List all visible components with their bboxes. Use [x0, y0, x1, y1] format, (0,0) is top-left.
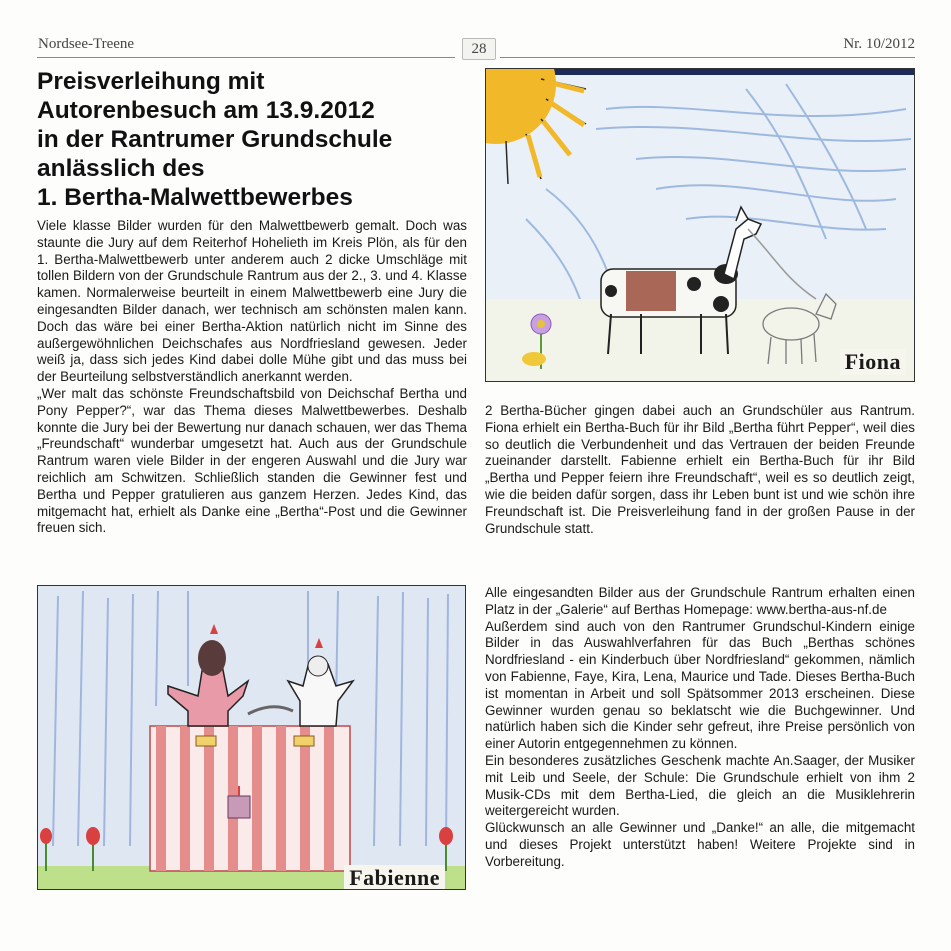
- paragraph: Alle eingesandten Bilder aus der Grundschule Rantrum erhalten einen Platz in der „Galerie“ auf Berthas Homepage: www.bertha-aus-nf.de: [485, 585, 915, 617]
- header-rule-left: [37, 57, 455, 58]
- fiona-drawing: [485, 68, 915, 382]
- page-number: 28: [462, 38, 496, 60]
- paragraph: 2 Bertha-Bücher gingen dabei auch an Grundschüler aus Rantrum. Fiona erhielt ein Bertha-Buch für ihr Bild „Bertha führt Pepper“, weil dies so deutlich die Verbundenheit und das Vertrauen der beiden Freunde zueinander darstellt. Fabienne erhielt ein Bertha-Buch für ihr Bild „Bertha und Pepper feiern ihre Freundschaft“, weil es so deutlich zeigt, wie die beiden dafür sorgen, dass ihr Leben bunt ist und wie schön ihre Freundschaft ist. Die Preisverleihung fand in der großen Pause in der Grundschule statt.: [485, 403, 915, 536]
- winners-text: [485, 403, 915, 537]
- paragraph: Viele klasse Bilder wurden für den Malwettbewerb gemalt. Doch was staunte die Jury auf dem Reiterhof Hohelieth im Kreis Plön, als für den 1. Bertha-Malwettbewerb unter anderem auch 2 dicke Umschläge mit tollen Bildern von der Grundschule Rantrum aus der 2., 3. und 4. Klasse kamen. Normalerweise beurteilt in einem Malwettbewerb eine Jury die eingesandten Bilder danach, wer technisch am schönsten malen kann. Doch das wäre bei einer Bertha-Aktion natürlich nicht im Sinne des außergewöhnlichen Deichschafes aus Nordfriesland gewesen. Jeder weiß ja, dass sich jedes Kind dabei dolle Mühe gibt und das muss bei der Beurteilung selbstverständlich anerkannt werden.: [37, 218, 467, 385]
- gallery-text: [485, 585, 915, 871]
- intro-text: [37, 218, 467, 537]
- fabienne-drawing: [37, 585, 466, 890]
- headline-line: Autorenbesuch am 13.9.2012: [37, 97, 375, 124]
- article-headline: [37, 67, 477, 212]
- headline-line: 1. Bertha-Malwettbewerbes: [37, 184, 353, 211]
- paragraph: Außerdem sind auch von den Rantrumer Grundschul-Kindern einige Bilder in das Auswahlverfahren für das Buch „Berthas schönes Nordfriesland - ein Kinderbuch über Nordfriesland“ gekommen, nämlich von Fabienne, Faye, Kira, Lena, Maurice und Tade. Dieses Bertha-Buch ist momentan in Arbeit und soll Spätsommer 2013 erscheinen. Diese Gewinner wurden genau so beklatscht wie die Buchgewinner. Und natürlich haben sich die Kinder sehr gefreut, ihre Preise persönlich von einer Autorin entgegennehmen zu können.: [485, 618, 915, 752]
- fiona-caption: Fiona: [840, 349, 906, 375]
- headline-line: in der Rantrumer Grundschule: [37, 126, 393, 153]
- paragraph: Ein besonderes zusätzliches Geschenk machte An.Saager, der Musiker mit Leib und Seele, der Schule: Die Grundschule erhielt von ihm 2 Musik-CDs mit dem Bertha-Lied, die gleich an die Musiklehrerin weitergereicht wurden.: [485, 752, 915, 819]
- headline-line: Preisverleihung mit: [37, 68, 265, 95]
- header-rule-right: [500, 57, 915, 58]
- fabienne-drawing-art: [38, 586, 465, 889]
- publication-name: Nordsee-Treene: [38, 36, 135, 52]
- headline-line: anlässlich des: [37, 155, 205, 182]
- paragraph: „Wer malt das schönste Freundschaftsbild von Deichschaf Bertha und Pony Pepper?“, war das Thema dieses Malwettbewerbes. Deshalb konnte die Jury bei der Bewertung nur danach schauen, wer das Thema „Freundschaft“ wunderbar umgesetzt hat. Auch aus der Grundschule Rantrum waren viele Bilder in der engeren Auswahl und die Jury war reichlich am Schwitzen. Schließlich standen die Gewinner fest und Bertha und Pepper gratulieren aus ganzem Herzen. Jedes Kind, das mitgemacht hat, erhielt als Danke eine „Bertha“-Post und die Gewinner freuen sich.: [37, 385, 467, 536]
- fiona-drawing-art: [486, 69, 914, 381]
- fabienne-caption: Fabienne: [344, 865, 445, 890]
- issue-number: Nr. 10/2012: [843, 36, 915, 52]
- paragraph: Glückwunsch an alle Gewinner und „Danke!“ an alle, die mitgemacht und dieses Projekt unterstützt haben! Weitere Projekte sind in Vorbereitung.: [485, 820, 915, 869]
